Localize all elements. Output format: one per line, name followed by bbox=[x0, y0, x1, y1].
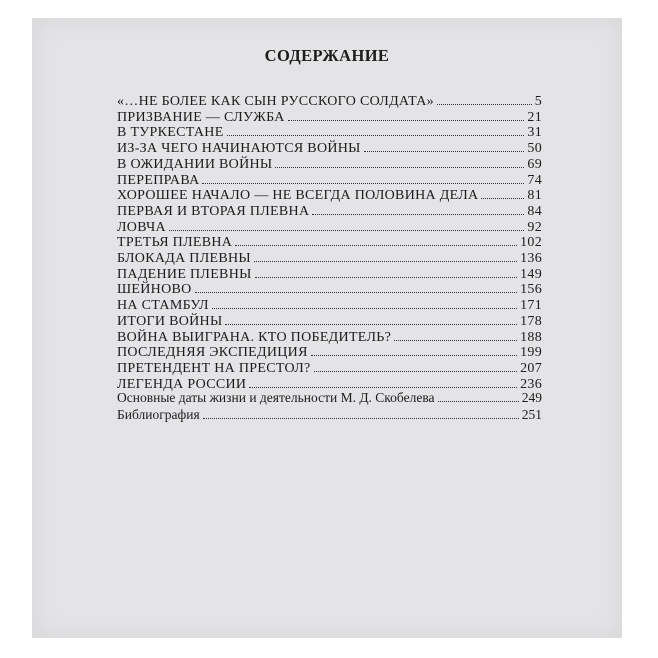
toc-dot-leader bbox=[195, 292, 518, 293]
toc-entry-title: БЛОКАДА ПЛЕВНЫ bbox=[117, 251, 251, 266]
toc-entry-title: ВОЙНА ВЫИГРАНА. КТО ПОБЕДИТЕЛЬ? bbox=[117, 329, 392, 345]
toc-dot-leader bbox=[202, 183, 524, 184]
toc-entry bbox=[117, 251, 542, 267]
toc-entry-title: ЛЕГЕНДА РОССИИ bbox=[117, 376, 247, 392]
toc-entry-title: ПЕРВАЯ И ВТОРАЯ ПЛЕВНА bbox=[117, 203, 310, 219]
toc-entry-page: 84 bbox=[527, 203, 542, 219]
toc-entry-title: «…НЕ БОЛЕЕ КАК СЫН РУССКОГО СОЛДАТА» bbox=[117, 94, 434, 109]
toc-entry-title: ПЕРЕПРАВА bbox=[117, 172, 200, 188]
toc-entry bbox=[117, 298, 542, 314]
toc-entry bbox=[117, 173, 542, 189]
toc-dot-leader bbox=[438, 401, 519, 402]
toc-entry bbox=[117, 220, 542, 236]
toc-entry bbox=[117, 110, 542, 126]
toc-entry-page: 188 bbox=[520, 329, 542, 345]
toc-entry-page: 92 bbox=[527, 219, 542, 235]
toc-entry-title: ПРИЗВАНИЕ — СЛУЖБА bbox=[117, 109, 285, 125]
toc-entry bbox=[117, 188, 542, 204]
toc-dot-leader bbox=[437, 104, 532, 105]
toc-dot-leader bbox=[227, 135, 525, 136]
toc-entry-title: ПАДЕНИЕ ПЛЕВНЫ bbox=[117, 266, 252, 282]
toc-entry-page: 81 bbox=[527, 188, 542, 204]
toc-entry bbox=[117, 141, 542, 157]
book-page bbox=[32, 18, 622, 638]
toc-entry bbox=[117, 282, 542, 298]
table-of-contents bbox=[32, 18, 622, 638]
toc-entry-page: 5 bbox=[534, 94, 542, 109]
toc-entry bbox=[117, 330, 542, 346]
toc-entry-page: 136 bbox=[520, 251, 542, 266]
toc-dot-leader bbox=[235, 245, 517, 246]
toc-entry-page: 74 bbox=[527, 172, 542, 188]
toc-dot-leader bbox=[394, 340, 517, 341]
toc-entry bbox=[117, 345, 542, 361]
toc-entry bbox=[117, 361, 542, 377]
toc-dot-leader bbox=[254, 261, 517, 262]
toc-entry bbox=[117, 267, 542, 283]
toc-dot-leader bbox=[169, 230, 524, 231]
toc-entry-page: 50 bbox=[527, 141, 542, 157]
toc-appendix-entry bbox=[117, 407, 542, 423]
toc-entry-title: Основные даты жизни и деятельности М. Д. Скобелева bbox=[117, 390, 435, 405]
toc-entry-page: 171 bbox=[520, 298, 542, 314]
toc-entry-title: ИЗ-ЗА ЧЕГО НАЧИНАЮТСЯ ВОЙНЫ bbox=[117, 141, 361, 157]
toc-dot-leader bbox=[212, 308, 517, 309]
toc-entry-page: 178 bbox=[520, 313, 542, 329]
toc-entry-page: 69 bbox=[527, 156, 542, 172]
toc-entry-title: ТРЕТЬЯ ПЛЕВНА bbox=[117, 235, 233, 251]
toc-entry-title: ИТОГИ ВОЙНЫ bbox=[117, 313, 223, 329]
toc-entry-page: 199 bbox=[520, 345, 542, 361]
toc-entry bbox=[117, 94, 542, 110]
toc-entry-page: 249 bbox=[521, 390, 542, 405]
toc-entry-page: 31 bbox=[527, 125, 542, 141]
toc-entry bbox=[117, 235, 542, 251]
toc-entry-title: ПРЕТЕНДЕНТ НА ПРЕСТОЛ? bbox=[117, 360, 311, 376]
toc-entry-title: ЛОВЧА bbox=[117, 219, 166, 235]
toc-dot-leader bbox=[225, 324, 517, 325]
toc-dot-leader bbox=[249, 387, 517, 388]
toc-dot-leader bbox=[255, 277, 517, 278]
toc-dot-leader bbox=[288, 120, 525, 121]
toc-entry-page: 236 bbox=[520, 376, 542, 392]
toc-entry-title: ШЕЙНОВО bbox=[117, 282, 192, 298]
toc-dot-leader bbox=[312, 214, 524, 215]
toc-entry bbox=[117, 157, 542, 173]
toc-dot-leader bbox=[314, 371, 518, 372]
toc-entry-page: 21 bbox=[527, 109, 542, 125]
toc-appendix-entry bbox=[117, 390, 542, 406]
toc-entry-title: В ТУРКЕСТАНЕ bbox=[117, 125, 224, 141]
toc-dot-leader bbox=[203, 418, 519, 419]
toc-entry-title: ХОРОШЕЕ НАЧАЛО — НЕ ВСЕГДА ПОЛОВИНА ДЕЛА bbox=[117, 188, 479, 204]
toc-entry bbox=[117, 314, 542, 330]
toc-entry-page: 102 bbox=[520, 235, 542, 251]
toc-dot-leader bbox=[481, 198, 524, 199]
toc-dot-leader bbox=[275, 167, 524, 168]
toc-entry-title: В ОЖИДАНИИ ВОЙНЫ bbox=[117, 156, 273, 172]
page-title: СОДЕРЖАНИЕ bbox=[264, 46, 390, 65]
toc-entry bbox=[117, 125, 542, 141]
toc-entry-title: НА СТАМБУЛ bbox=[117, 298, 209, 314]
toc-entry-title: Библиография bbox=[117, 407, 200, 422]
toc-entry-page: 251 bbox=[521, 407, 542, 422]
toc-entry bbox=[117, 204, 542, 220]
toc-dot-leader bbox=[364, 151, 525, 152]
toc-entry-page: 207 bbox=[520, 360, 542, 376]
toc-entry-page: 149 bbox=[520, 266, 542, 282]
toc-dot-leader bbox=[311, 355, 517, 356]
toc-entry-title: ПОСЛЕДНЯЯ ЭКСПЕДИЦИЯ bbox=[117, 345, 308, 361]
toc-entry-page: 156 bbox=[520, 282, 542, 298]
